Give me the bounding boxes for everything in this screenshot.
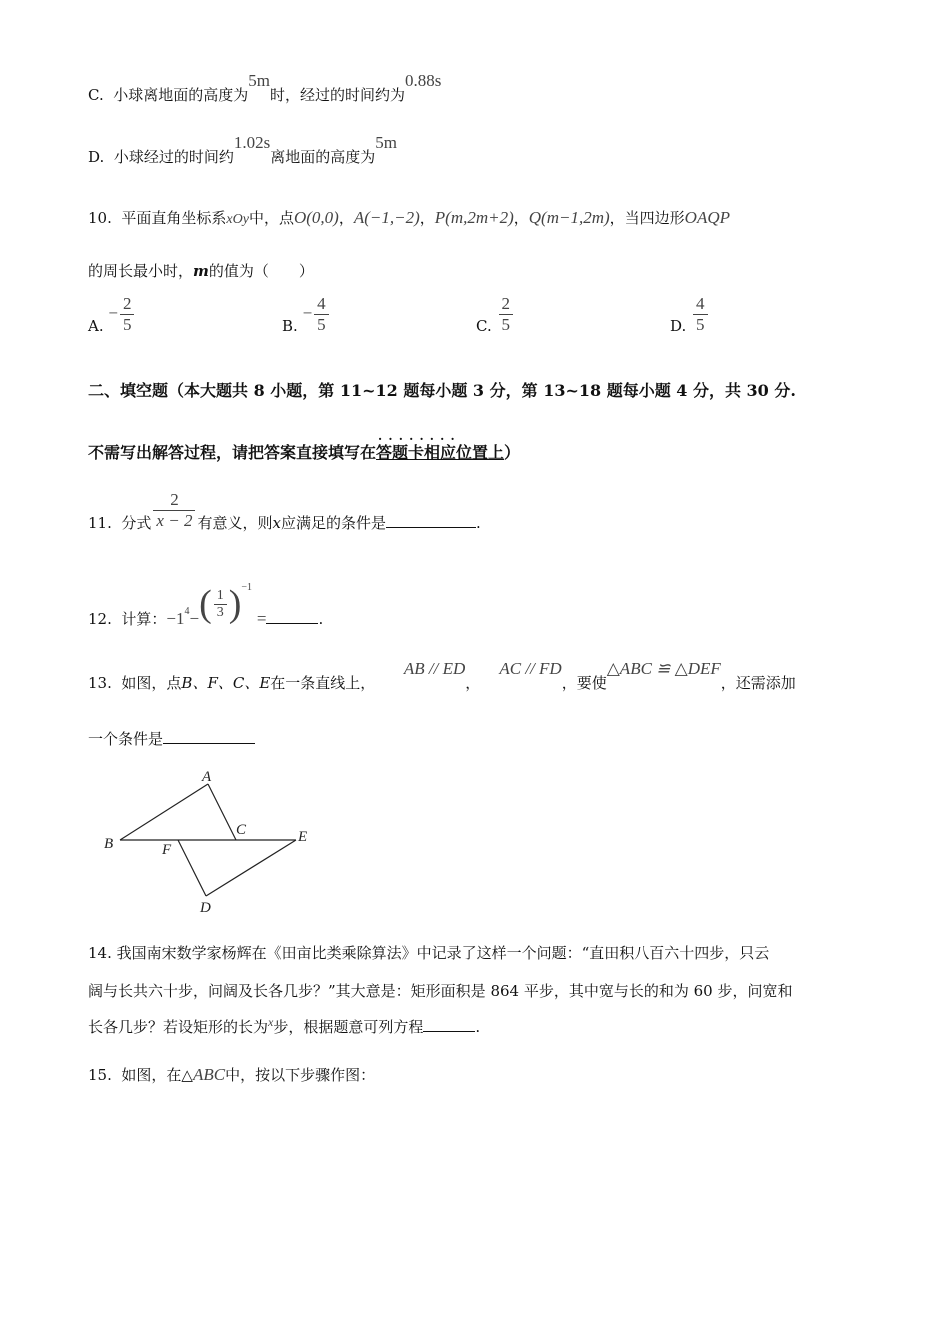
q15: 15. 如图，在△ABC中，按以下步骤作图：: [88, 1065, 376, 1084]
time-value: 0.88s: [405, 71, 442, 90]
label-d: D: [200, 900, 211, 916]
q13: 13. 如图，点B、F、C、E在一条直线上， AB // ED， AC // FD，要使△ABC ≌ △DEF，还需添加: [88, 659, 796, 692]
segment-ac: [208, 784, 236, 840]
label-c: C: [236, 822, 247, 838]
answer-blank[interactable]: [423, 1017, 475, 1032]
q13-line2: 一个条件是: [88, 728, 255, 749]
answer-blank[interactable]: [163, 729, 255, 744]
q10-option-d[interactable]: D. $\frac{4}{5}$: [670, 294, 710, 335]
q13-figure: [96, 764, 326, 916]
label-e: E: [298, 829, 308, 845]
q10-option-c[interactable]: C. $\frac{2}{5}$: [476, 294, 515, 335]
label-b: B: [104, 836, 114, 852]
q10-option-b[interactable]: B. − $\frac{4}{5}$: [282, 294, 331, 335]
q14-line2: 阔与长共六十步，问阔及长各几步？”其大意是：矩形面积是 864 平步，其中宽与长的和为 60 步，问宽和: [88, 982, 793, 1000]
segment-fd: [178, 840, 206, 896]
answer-blank[interactable]: [386, 513, 476, 528]
q9-option-c: C. 小球离地面的高度为5m时，经过的时间约为0.88s: [88, 71, 442, 104]
q10-stem: 10. 平面直角坐标系xOy中，点O(0,0)，A(−1,−2)，P(m,2m+2)，Q(m−1,2m)，当四边形OAQP: [88, 208, 730, 227]
q10-option-a[interactable]: A. − $\frac{2}{5}$: [88, 294, 136, 335]
height-value: 5m: [248, 71, 271, 90]
segment-ab: [120, 784, 208, 840]
q14-line1: 14. 我国南宋数学家杨辉在《田亩比类乘除算法》中记录了这样一个问题：“直田积八百六十四步，只云: [88, 944, 770, 962]
time-value: 1.02s: [233, 133, 271, 152]
section-header-line2: 不需写出解答过程，请把答案直接填写在. . . 答题卡相应位置上）: [88, 440, 520, 463]
label-a: A: [202, 769, 212, 785]
height-value: 5m: [375, 133, 397, 152]
q11: 11. 分式 $\frac{2}{x - 2}$ 有意义，则x应满足的条件是 .: [88, 490, 481, 532]
q9-option-d: D. 小球经过的时间约1.02s离地面的高度为5m: [88, 133, 397, 166]
q10-stem-line2: 的周长最小时，m的值为（ ）: [88, 262, 314, 280]
emphasis-text: . . . 答题卡相应位置上: [376, 443, 504, 462]
answer-blank[interactable]: [266, 609, 318, 624]
label-f: F: [162, 842, 172, 858]
q14-line3: 长各几步？若设矩形的长为$^x$步，根据题意可列方程 .: [88, 1015, 481, 1036]
section-header: 二、填空题（本大题共 8 小题，第 11~12 题每小题 3 分，第 13~18 题每小题 4 分，共 30 分.: [88, 381, 796, 400]
segment-ed: [206, 840, 296, 896]
q12: 12. 计算：$-1_4-$( $\frac{1}{3}$ )$^{-1}$ = .: [88, 582, 324, 628]
